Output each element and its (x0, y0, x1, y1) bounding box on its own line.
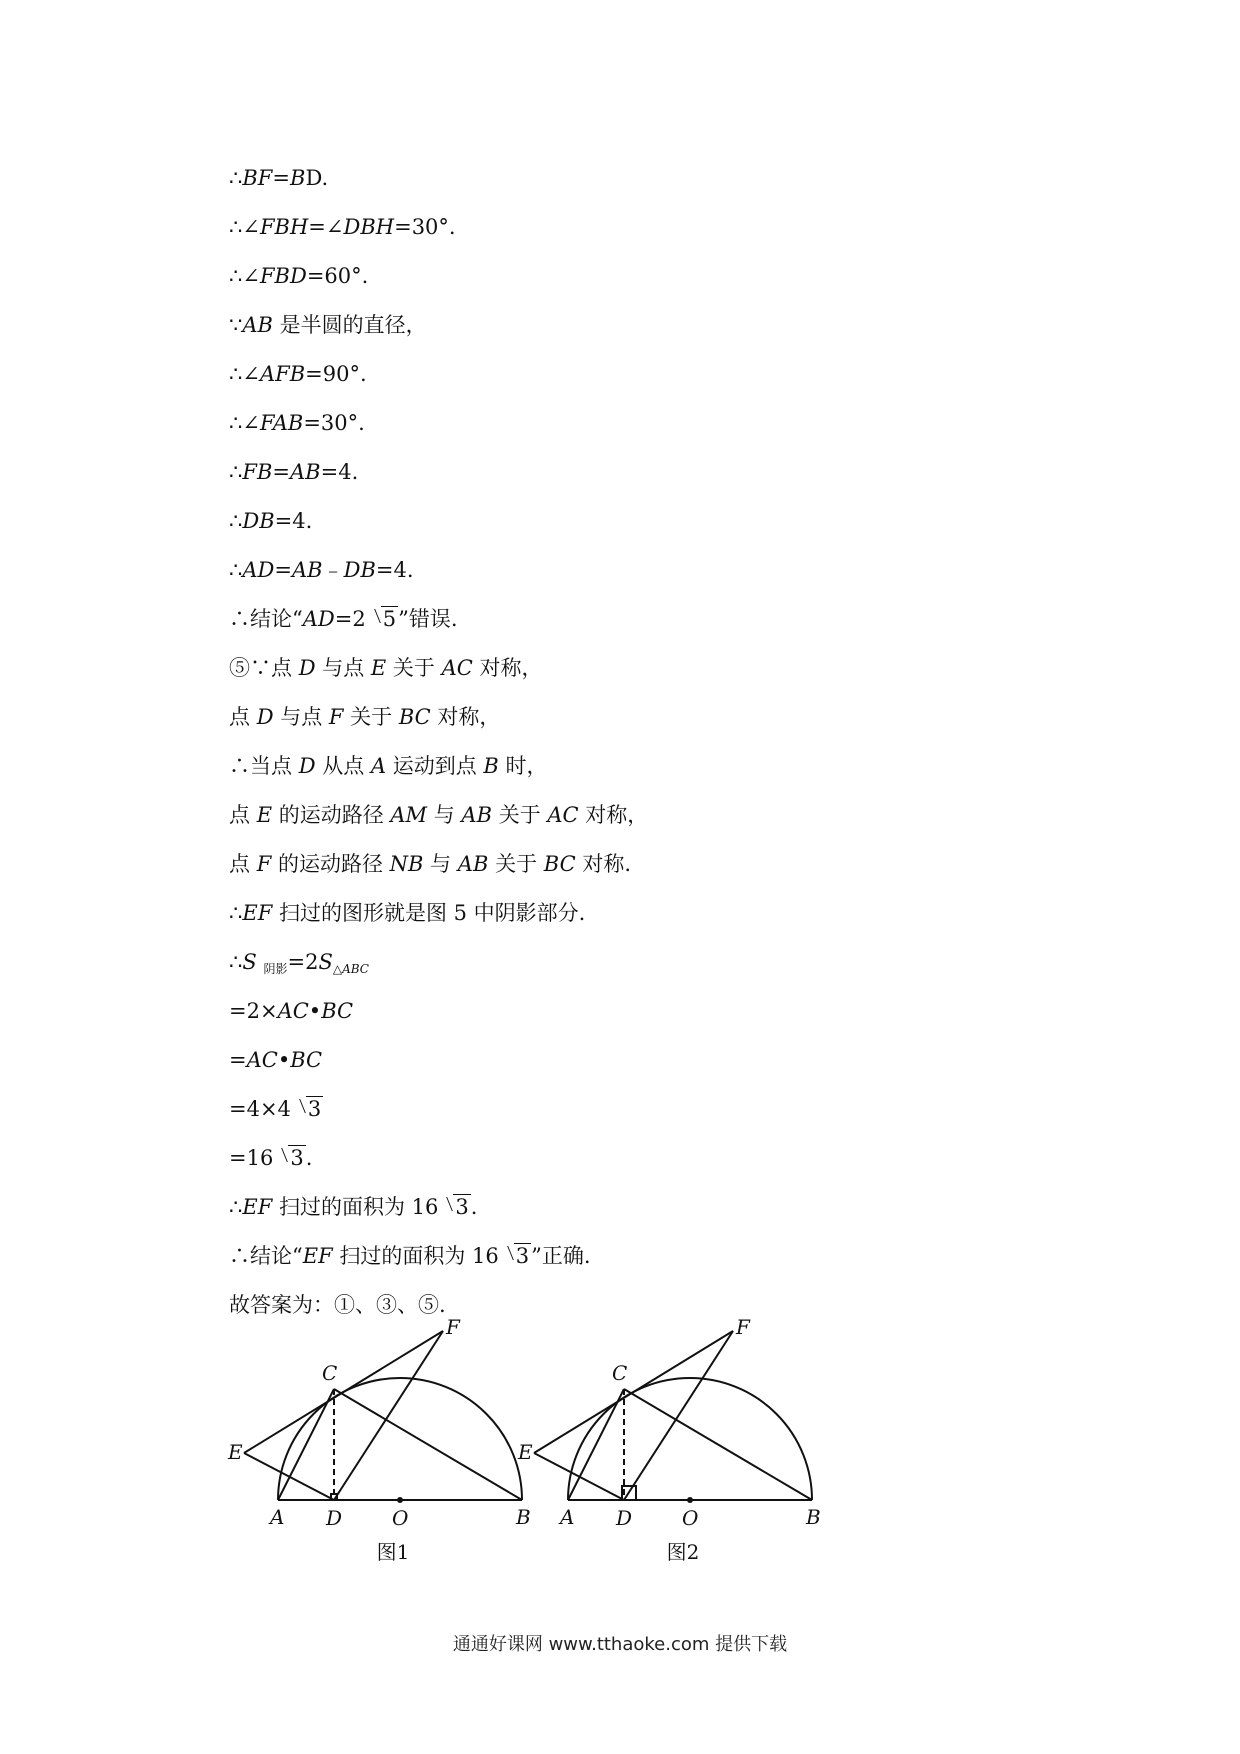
solution-line: =2×AC•BC (229, 999, 354, 1023)
label-b-2: B (806, 1505, 821, 1529)
segment-df (334, 1331, 443, 1500)
solution-line: =AC•BC (229, 1048, 323, 1072)
figures (220, 1318, 1080, 1568)
solution-line: ∴∠FBH=∠DBH=30°. (229, 215, 456, 239)
solution-line: ∵AB 是半圆的直径， (229, 313, 427, 337)
geometry-figures (220, 1318, 1080, 1538)
solution-line: ∴S $_{阴影}=2S_{\triangle ABC}$ (229, 950, 369, 976)
solution-line: 点 E 的运动路径 AM 与 AB 关于 AC 对称， (229, 803, 649, 827)
label-f: F (446, 1318, 460, 1339)
center-point-o (397, 1497, 403, 1503)
solution-line: ∴∠AFB=90°. (229, 362, 367, 386)
solution-line: =16 3. (229, 1138, 1049, 1187)
label-c: C (322, 1361, 338, 1385)
label-e: E (228, 1440, 243, 1464)
label-c-2: C (612, 1361, 628, 1385)
segment-cb-2 (624, 1389, 812, 1500)
segment-cb (334, 1389, 522, 1500)
label-a-2: A (560, 1505, 575, 1529)
figure-1-caption: 图1 (376, 1540, 410, 1564)
solution-line: ∴EF 扫过的图形就是图 5 中阴影部分. (229, 901, 586, 925)
page-footer: 通通好课网 www.tthaoke.com 提供下载 (452, 1634, 788, 1655)
solution-line: ∴AD=AB﹣DB=4. (229, 558, 414, 582)
label-a: A (270, 1505, 285, 1529)
solution-line: ∴∠FAB=30°. (229, 411, 365, 435)
right-angle-mark (331, 1494, 337, 1500)
solution-line: ∴∠FBD=60°. (229, 264, 369, 288)
solution-line: ∴DB=4. (229, 509, 313, 533)
label-d-2: D (616, 1506, 633, 1530)
solution-line: ∴结论“EF 扫过的面积为 16 3”正确. (229, 1236, 1049, 1285)
label-o-2: O (682, 1506, 699, 1530)
solution-line: 点 F 的运动路径 NB 与 AB 关于 BC 对称. (229, 852, 632, 876)
solution-line: ⑤∵点 D 与点 E 关于 AC 对称， (229, 656, 543, 680)
label-f-2: F (736, 1318, 750, 1339)
solution-line: ∴BF=BD. (229, 166, 329, 190)
solution-line: 故答案为：①、③、⑤. (229, 1293, 446, 1317)
solution-line: 点 D 与点 F 关于 BC 对称， (229, 705, 501, 729)
figure-2 (534, 1331, 812, 1500)
figure-1 (244, 1331, 522, 1500)
segment-ac-2 (568, 1389, 624, 1500)
figure-2-caption: 图2 (666, 1540, 700, 1564)
label-o: O (392, 1506, 409, 1530)
center-point-o-2 (687, 1497, 693, 1503)
solution-line: ∴当点 D 从点 A 运动到点 B 时， (229, 754, 548, 778)
solution-line: ∴EF 扫过的面积为 16 3. (229, 1187, 1049, 1236)
segment-ed-2 (534, 1453, 624, 1500)
label-d: D (326, 1506, 343, 1530)
solution-text (229, 158, 1049, 1334)
segment-ed (244, 1453, 334, 1500)
solution-line: =4×4 3 (229, 1089, 1049, 1138)
solution-line: ∴结论“AD=2 5”错误. (229, 599, 1049, 648)
segment-df-2 (624, 1331, 733, 1500)
segment-ac (278, 1389, 334, 1500)
label-e-2: E (518, 1440, 533, 1464)
label-b: B (516, 1505, 531, 1529)
solution-line: ∴FB=AB=4. (229, 460, 359, 484)
